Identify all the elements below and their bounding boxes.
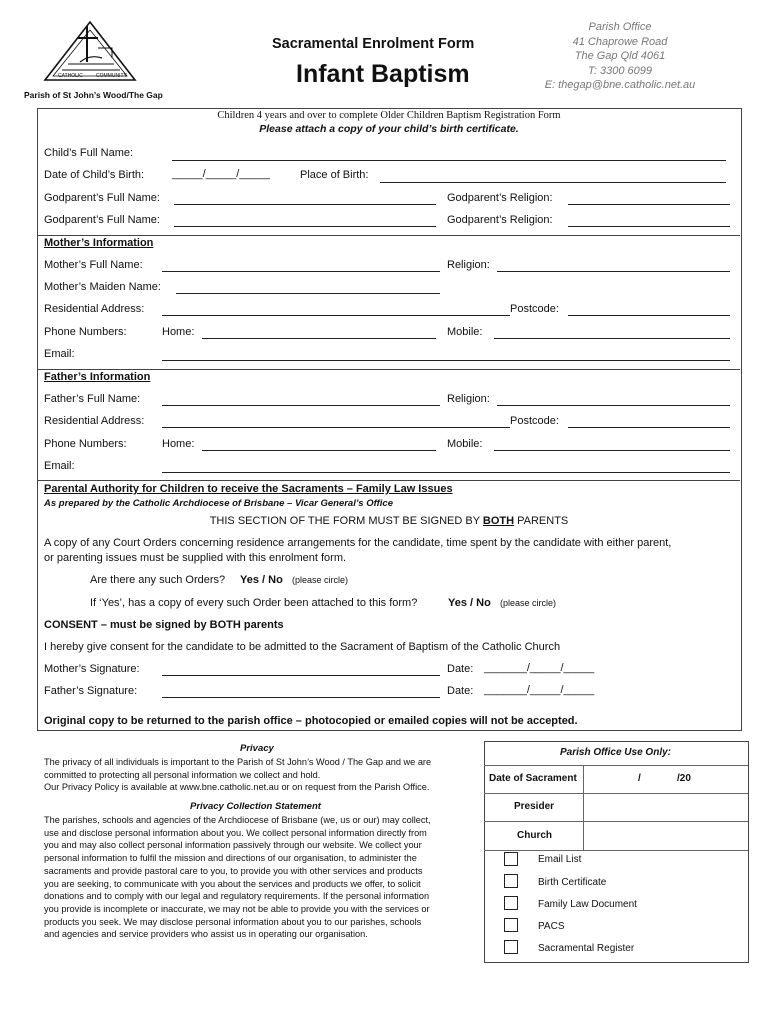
father-address-field[interactable] [162,427,510,428]
intro-line: Children 4 years and over to complete Older Children Baptism Registration Form [217,110,561,121]
dob-field[interactable]: _____/_____/_____ [172,168,270,180]
logo-text-right: COMMUNITY [96,73,127,79]
father-home-label: Home: [162,438,195,450]
statement-line: you and may also collect personal information passively through our website. We collect your [44,840,422,851]
father-home-field[interactable] [202,450,436,451]
logo-text-left: CATHOLIC [58,73,83,79]
office-row-divider [484,850,748,851]
section-divider [38,235,740,236]
privacy-line: The privacy of all individuals is important to the Parish of St John’s Wood / The Gap and we are [44,757,432,767]
mother-address-label: Residential Address: [44,303,145,315]
place-of-birth-label: Place of Birth: [300,169,369,181]
mother-name-field[interactable] [162,271,440,272]
statement-line: use and disclose personal information about you. We collect personal information directly from [44,827,427,838]
godparent-religion-field[interactable] [568,226,730,227]
godparent-name-label: Godparent’s Full Name: [44,214,160,226]
checklist-label: Sacramental Register [538,943,635,954]
office-line: Parish Office [588,21,652,33]
godparent-name-field[interactable] [174,226,436,227]
court-orders-text: or parenting issues must be supplied with this enrolment form. [44,552,347,564]
office-address [540,20,700,93]
father-phone-label: Phone Numbers: [44,438,127,450]
statement-line: products you seek. We may disclose personal information about you to our parishes, schools [44,916,422,927]
statement-line: donations and to comply with our legal and regulatory requirements. If the personal information [44,891,430,902]
father-name-label: Father’s Full Name: [44,393,141,405]
office-line: T: 3300 6099 [587,64,652,77]
father-heading: Father’s Information [44,371,151,383]
checklist-label: Birth Certificate [538,877,607,888]
church-label: Church [517,830,552,841]
statement-line: you provide is incomplete or inaccurate, we may not be able to provide you with the services or [44,903,430,914]
mother-postcode-field[interactable] [568,315,730,316]
notice-text: PARENTS [514,515,569,527]
father-address-label: Residential Address: [44,415,145,427]
godparent-religion-field[interactable] [568,204,730,205]
consent-text: I hereby give consent for the candidate to be admitted to the Sacrament of Baptism of the Catholic Church [44,641,561,653]
court-orders-text: A copy of any Court Orders concerning residence arrangements for the candidate, time spent by the candidate with either parent, [44,537,672,549]
mother-home-label: Home: [162,326,195,338]
godparent-name-field[interactable] [174,204,436,205]
please-circle: (please circle) [292,575,349,585]
mother-home-field[interactable] [202,338,436,339]
place-of-birth-field[interactable] [380,182,726,183]
presider-label: Presider [514,801,555,812]
parish-name: Parish of St John’s Wood/The Gap [24,90,163,100]
statement-line: and agencies and service providers who assist us in operating our organisation. [44,929,368,940]
authority-heading: Parental Authority for Children to receive the Sacraments – Family Law Issues [44,483,453,495]
orders-question: Are there any such Orders? [90,574,226,586]
mother-maiden-label: Mother’s Maiden Name: [44,281,161,293]
office-line: The Gap Qld 4061 [574,50,666,62]
pacs-checkbox[interactable] [504,918,518,932]
family-law-checkbox[interactable] [504,896,518,910]
mother-name-label: Mother’s Full Name: [44,259,143,271]
attached-yes-no[interactable]: Yes / No [448,597,491,609]
main-title: Infant Baptism [296,60,470,88]
father-mobile-field[interactable] [494,450,730,451]
godparent-name-label: Godparent’s Full Name: [44,192,160,204]
notice-both: BOTH [482,515,515,527]
privacy-line: committed to protecting all personal information we collect and hold. [44,769,321,780]
consent-heading: CONSENT – must be signed by BOTH parents [44,619,284,631]
attached-question: If ‘Yes’, has a copy of every such Order been attached to this form? [90,597,418,609]
authority-subheading: As prepared by the Catholic Archdiocese of Brisbane – Vicar General’s Office [44,498,393,509]
sacramental-register-checkbox[interactable] [504,940,518,954]
father-religion-label: Religion: [447,393,490,405]
section-divider [38,480,740,481]
email-list-checkbox[interactable] [504,852,518,866]
section-divider [38,369,740,370]
date-of-sacrament-slash: / [638,773,641,784]
mother-postcode-label: Postcode: [510,303,559,315]
statement-line: personal information to fulfil the mission and directions of our organisation, to administer the [44,853,417,864]
original-copy-note: Original copy to be returned to the parish office – photocopied or emailed copies will not be accepted. [44,715,578,727]
date-label: Date: [447,663,474,675]
birth-cert-note: Please attach a copy of your child’s birth certificate. [259,123,519,135]
date-of-sacrament-field[interactable] [584,766,747,793]
mother-mobile-label: Mobile: [447,326,483,338]
privacy-text [44,756,431,794]
mother-email-field[interactable] [162,360,730,361]
dob-label: Date of Child’s Birth: [44,169,145,181]
date-label: Date: [447,685,474,697]
mother-phone-label: Phone Numbers: [44,326,127,338]
father-signature-field[interactable] [162,697,440,698]
child-name-label: Child’s Full Name: [44,147,134,159]
both-parents-notice [38,515,740,527]
father-postcode-field[interactable] [568,427,730,428]
statement-line: you are seeking, to communicate with you about the services and products we offer, to solicit [44,878,421,889]
father-signature-label: Father’s Signature: [44,685,138,697]
office-email: E: thegap@bne.catholic.net.au [544,79,696,91]
mother-heading: Mother’s Information [44,237,154,249]
father-email-field[interactable] [162,472,730,473]
privacy-statement [44,814,431,941]
mother-signature-label: Mother’s Signature: [44,663,140,675]
privacy-line: Our Privacy Policy is available at www.bne.catholic.net.au or on request from the Parish Office. [44,782,430,792]
office-use-heading: Parish Office Use Only: [560,747,671,758]
father-name-field[interactable] [162,405,440,406]
mother-address-field[interactable] [162,315,510,316]
church-field[interactable] [584,822,747,850]
statement-line: sacraments and provide pastoral care to you, to provide you with other services and products [44,865,423,876]
mother-religion-field[interactable] [497,271,730,272]
mother-signature-field[interactable] [162,675,440,676]
date-of-sacrament-year: /20 [677,773,691,784]
presider-field[interactable] [584,794,747,821]
mother-maiden-field[interactable] [176,293,440,294]
office-line: 41 Chaprowe Road [572,35,668,48]
godparent-religion-label: Godparent’s Religion: [447,214,553,226]
father-email-label: Email: [44,460,75,472]
child-name-field[interactable] [172,160,726,161]
orders-yes-no[interactable]: Yes / No [240,574,283,586]
please-circle: (please circle) [500,598,557,608]
date-of-sacrament-label: Date of Sacrament [489,773,577,784]
father-date-field[interactable]: _______/_____/_____ [484,684,595,696]
father-religion-field[interactable] [497,405,730,406]
father-postcode-label: Postcode: [510,415,559,427]
mother-religion-label: Religion: [447,259,490,271]
checklist-label: PACS [538,921,565,932]
parish-logo [40,18,140,88]
mother-email-label: Email: [44,348,75,360]
father-mobile-label: Mobile: [447,438,483,450]
statement-line: The parishes, schools and agencies of the Archdiocese of Brisbane (we, us or our) may collect, [44,815,431,825]
form-title: Sacramental Enrolment Form [272,36,475,52]
birth-certificate-checkbox[interactable] [504,874,518,888]
privacy-statement-heading: Privacy Collection Statement [190,801,321,812]
checklist-label: Family Law Document [538,899,637,910]
checklist-label: Email List [538,854,582,865]
notice-text: THIS SECTION OF THE FORM MUST BE SIGNED BY [209,515,483,527]
mother-mobile-field[interactable] [494,338,730,339]
privacy-heading: Privacy [240,743,274,754]
godparent-religion-label: Godparent’s Religion: [447,192,553,204]
mother-date-field[interactable]: _______/_____/_____ [484,662,595,674]
